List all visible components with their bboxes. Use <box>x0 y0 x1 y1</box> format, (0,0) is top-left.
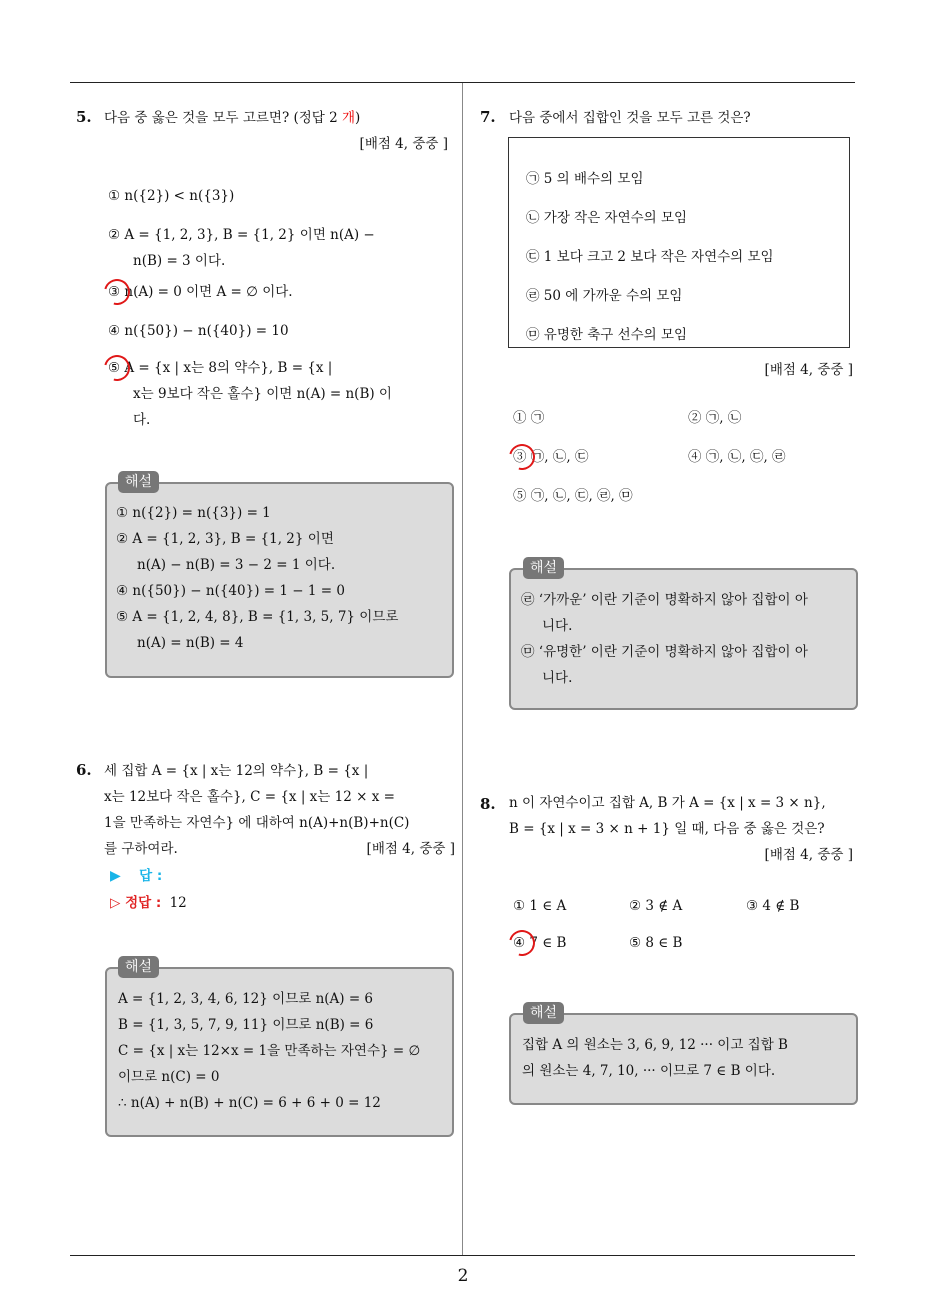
q8-solution-body: 집합 A 의 원소는 3, 6, 9, 12 ··· 이고 집합 B 의 원소는 4, 7, 10, ··· 이므로 7 ∈ B 이다. <box>522 1037 788 1079</box>
q6-number: 6. <box>76 761 92 779</box>
q6-answer-label: 답 : <box>139 868 163 884</box>
q6-correct-label: ▷ 정답 : <box>110 895 162 911</box>
q7-item: ㉤ 유명한 축구 선수의 모임 <box>526 327 688 343</box>
q8-option-5[interactable]: ⑤ 8 ∈ B <box>629 935 683 951</box>
q5-option-5[interactable]: ⑤ A = {x | x는 8의 약수}, B = {x | <box>108 360 333 376</box>
q7-option-4[interactable]: ④ ㉠, ㉡, ㉢, ㉣ <box>688 449 786 465</box>
q6-score: [배점 4, 중중 ] <box>366 841 455 857</box>
q7-solution-body: ㉣ ‘가까운’ 이란 기준이 명확하지 않아 집합이 아 니다. ㉤ ‘유명한’ 이란 기준이 명확하지 않아 집합이 아 니다. <box>521 592 808 686</box>
q5-option-2-cont: n(B) = 3 이다. <box>133 253 226 269</box>
bottom-rule <box>70 1255 855 1256</box>
q8-score: [배점 4, 중중 ] <box>764 847 853 863</box>
q6-correct-row <box>110 892 187 914</box>
q6-answer-row[interactable] <box>110 865 162 887</box>
q8-option-3[interactable]: ③ 4 ∉ B <box>746 898 800 914</box>
q7-option-1[interactable]: ① ㉠ <box>513 410 545 426</box>
column-divider <box>462 83 463 1255</box>
q8-option-2[interactable]: ② 3 ∉ A <box>629 898 683 914</box>
q7-solution-tag: 해설 <box>523 557 564 579</box>
q8-option-4[interactable]: ④ 7 ∈ B <box>513 935 567 951</box>
q6-correct-value: 12 <box>169 895 187 911</box>
q5-number: 5. <box>76 108 92 126</box>
q5-option-3[interactable]: ③ n(A) = 0 이면 A = ∅ 이다. <box>108 284 293 300</box>
play-triangle-icon: ▶ <box>110 868 121 884</box>
q7-item-list <box>526 160 774 355</box>
q5-score: [배점 4, 중중 ] <box>359 136 448 152</box>
q5-text: 다음 중 옳은 것을 모두 고르면? (정답 2 개) <box>104 110 361 126</box>
page-number: 2 <box>457 1266 469 1286</box>
q6-text: 세 집합 A = {x | x는 12의 약수}, B = {x | x는 12보다 작은 홀수}, C = {x | x는 12 × x = 1을 만족하는 자연수} 에 대하여 n(A)+n(B)+n(C) 를 구하여라. <box>104 763 410 857</box>
q7-item: ㉡ 가장 작은 자연수의 모임 <box>526 210 688 226</box>
q6-solution-body: A = {1, 2, 3, 4, 6, 12} 이므로 n(A) = 6 B = {1, 3, 5, 7, 9, 11} 이므로 n(B) = 6 C = {x | x는 12×x = 1을 만족하는 자연수} = ∅ 이므로 n(C) = 0 ∴ n(A) + n(B) + n(C) = 6 + 6 + 0 = 12 <box>118 991 421 1111</box>
q8-solution-tag: 해설 <box>523 1002 564 1024</box>
q7-option-5[interactable]: ⑤ ㉠, ㉡, ㉢, ㉣, ㉤ <box>513 488 633 504</box>
q8-number: 8. <box>480 795 496 813</box>
q5-option-4[interactable]: ④ n({50}) − n({40}) = 10 <box>108 323 289 339</box>
q5-answer-count-unit: 개 <box>342 110 356 126</box>
q5-option-1[interactable]: ① n({2}) < n({3}) <box>108 188 235 204</box>
q5-option-5-cont2: 다. <box>133 412 151 428</box>
q7-text: 다음 중에서 집합인 것을 모두 고른 것은? <box>509 110 751 126</box>
q8-option-1[interactable]: ① 1 ∈ A <box>513 898 567 914</box>
q7-item: ㉣ 50 에 가까운 수의 모임 <box>526 288 683 304</box>
q7-item: ㉠ 5 의 배수의 모임 <box>526 171 644 187</box>
q7-item: ㉢ 1 보다 크고 2 보다 작은 자연수의 모임 <box>526 249 774 265</box>
q6-solution-tag: 해설 <box>118 956 159 978</box>
q7-score: [배점 4, 중중 ] <box>764 362 853 378</box>
q7-number: 7. <box>480 108 496 126</box>
q8-text: n 이 자연수이고 집합 A, B 가 A = {x | x = 3 × n}, B = {x | x = 3 × n + 1} 일 때, 다음 중 옳은 것은? <box>509 795 826 837</box>
q5-option-2[interactable]: ② A = {1, 2, 3}, B = {1, 2} 이면 n(A) − <box>108 227 375 243</box>
q7-option-3[interactable]: ③ ㉠, ㉡, ㉢ <box>513 449 589 465</box>
q5-solution-body: ① n({2}) = n({3}) = 1 ② A = {1, 2, 3}, B = {1, 2} 이면 n(A) − n(B) = 3 − 2 = 1 이다. ④ n({50}) − n({40}) = 1 − 1 = 0 ⑤ A = {1, 2, 4, 8}, B = {1, 3, 5, 7} 이므로 n(A) = n(B) = 4 <box>116 505 399 651</box>
q5-solution-tag: 해설 <box>118 471 159 493</box>
q7-option-2[interactable]: ② ㉠, ㉡ <box>688 410 742 426</box>
q5-option-5-cont: x는 9보다 작은 홀수} 이면 n(A) = n(B) 이 <box>133 386 392 402</box>
